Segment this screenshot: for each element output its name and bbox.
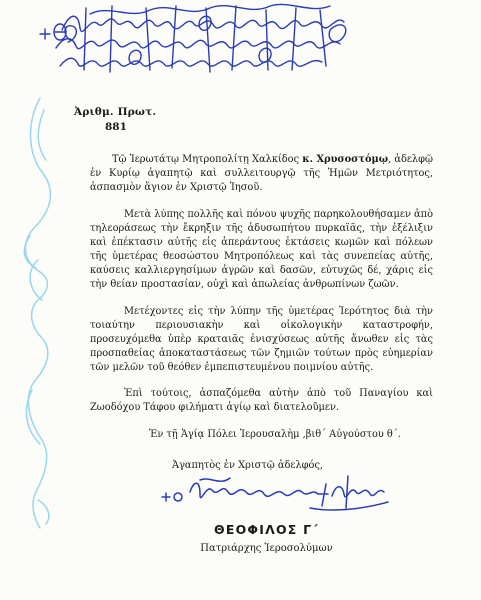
salutation-address: [90, 153, 433, 195]
salutation-prefix: Τῷ Ἱερωτάτῳ Μητροπολίτῃ Χαλκίδος: [112, 154, 300, 165]
protocol-number-value: 881: [105, 121, 127, 133]
addressee-name: κ. Χρυσοστόμῳ: [302, 154, 389, 165]
paragraph-prayer: Μετέχοντες εἰς τὴν λύπην τῆς ὑμετέρας Ἱερότητος διὰ τὴν τοιαύτην περιουσιακὴν καὶ οἰκολογικὴν καταστροφήν, προσευχόμεθα ὑπὲρ κραταιᾶς ἐνισχύσεως αὐτῆς ἄνωθεν εἰς τὰς προσπαθείας ἀποκαταστάσεως τῶν ζημιῶν τούτων πρὸς εὐημερίαν τῶν μελῶν τοῦ θεόθεν ἐμπεπιστευμένου ποιμνίου αὐτῆς.: [90, 306, 433, 373]
handwritten-signature: [162, 476, 388, 510]
header-monogram-calligraphy: [40, 4, 346, 72]
salutation-suffix: , ἀδελφῷ ἐν Κυρίῳ ἀγαπητῷ καὶ συλλειτουργῷ τῆς Ἡμῶν Μετριότητος, ἀσπασμὸν ἅγιον ἐν Χριστῷ Ἰησοῦ.: [90, 154, 433, 193]
paragraph-fire-report: Μετὰ λύπης πολλῆς καὶ πόνου ψυχῆς παρηκολουθήσαμεν ἀπὸ τηλεοράσεως τὴν ἔκρηξιν τῆς ἀδυσωπήτου πυρκαϊᾶς, τὴν ἐξέλιξιν καὶ ἐπέκτασιν αὐτῆς εἰς ἀπεράντους ἐκτάσεις κωμῶν καὶ πόλεων τῆς ὑμετέρας θεοσώστου Μητροπόλεως καὶ τὰς συνεπείας αὐτῆς, καύσεις καλλιεργησίμων ἀγρῶν καὶ δασῶν, εὐτυχῶς δέ, χάρις εἰς τὴν θείαν προστασίαν, οὐχὶ καὶ ἀπωλείας ἀνθρωπίνων ζωῶν.: [90, 209, 433, 290]
signatory-name: ΘΕΟΦΙΛΟΣ Γ΄: [214, 522, 319, 537]
dateline: Ἐν τῇ Ἁγίᾳ Πόλει Ἱερουσαλὴμ ,βιθ´ Αὐγούστου θ´.: [149, 429, 401, 440]
margin-flourish: [24, 98, 50, 528]
paragraph-blessing: Ἐπὶ τούτοις, ἀσπαζόμεθα αὐτὴν ἀπὸ τοῦ Παναγίου καὶ Ζωοδόχου Τάφου φιλήματι ἁγίῳ καὶ διατελοῦμεν.: [90, 388, 433, 413]
protocol-number-label: Ἀριθμ. Πρωτ.: [74, 106, 157, 118]
signatory-title: Πατριάρχης Ἱεροσολύμων: [200, 543, 333, 554]
closing-phrase: Ἀγαπητὸς ἐν Χριστῷ ἀδελφός,: [172, 460, 324, 471]
